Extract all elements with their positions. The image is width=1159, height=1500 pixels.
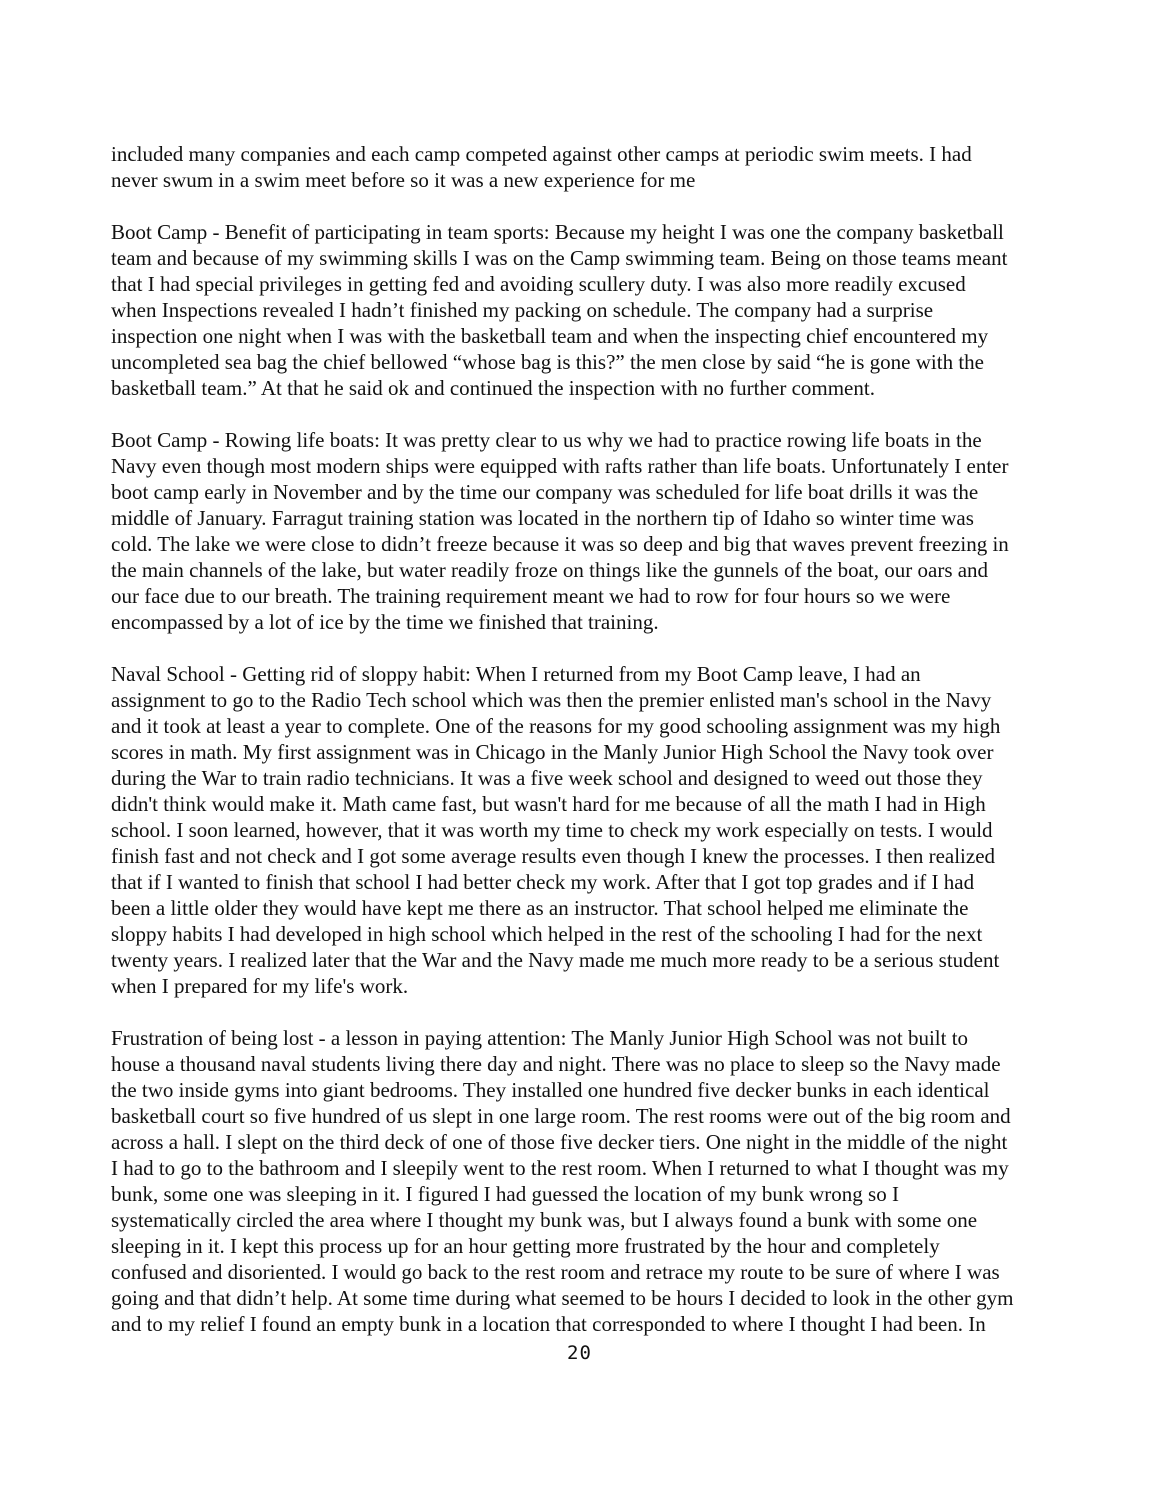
text-line: confused and disoriented. I would go back to the rest room and retrace my route to be sure of where I was [111,1260,1000,1284]
text-line: and to my relief I found an empty bunk in a location that corresponded to where I thought I had been. In [111,1312,986,1336]
text-line: the two inside gyms into giant bedrooms. They installed one hundred five decker bunks in each identical [111,1078,990,1102]
text-line: across a hall. I slept on the third deck of one of those five decker tiers. One night in the middle of the night [111,1130,1008,1154]
text-line: bunk, some one was sleeping in it. I figured I had guessed the location of my bunk wrong so I [111,1182,899,1206]
paragraph-team-sports [111,219,1096,401]
text-line: cold. The lake we were close to didn’t freeze because it was so deep and big that waves prevent freezing in [111,532,1009,556]
text-line: Boot Camp - Benefit of participating in team sports: Because my height I was one the company basketball [111,220,1004,244]
body-text [111,141,1096,1337]
paragraph-swim-meets [111,141,1096,193]
text-line: and it took at least a year to complete. One of the reasons for my good schooling assignment was my high [111,714,1001,738]
paragraph-rowing-life-boats [111,427,1096,635]
text-line: assignment to go to the Radio Tech school which was then the premier enlisted man's school in the Navy [111,688,992,712]
text-line: scores in math. My first assignment was in Chicago in the Manly Junior High School the Navy took over [111,740,994,764]
paragraph-being-lost [111,1025,1096,1337]
text-line: team and because of my swimming skills I was on the Camp swimming team. Being on those teams meant [111,246,1008,270]
text-line: been a little older they would have kept me there as an instructor. That school helped me eliminate the [111,896,969,920]
text-line: that I had special privileges in getting fed and avoiding scullery duty. I was also more readily excused [111,272,966,296]
text-line: basketball court so five hundred of us slept in one large room. The rest rooms were out of the big room and [111,1104,1011,1128]
text-line: sleeping in it. I kept this process up for an hour getting more frustrated by the hour and completely [111,1234,940,1258]
text-line: didn't think would make it. Math came fast, but wasn't hard for me because of all the math I had in High [111,792,986,816]
text-line: uncompleted sea bag the chief bellowed “whose bag is this?” the men close by said “he is gone with the [111,350,984,374]
text-line: I had to go to the bathroom and I sleepily went to the rest room. When I returned to what I thought was my [111,1156,1009,1180]
text-line: during the War to train radio technicians. It was a five week school and designed to weed out those they [111,766,983,790]
text-line: Boot Camp - Rowing life boats: It was pretty clear to us why we had to practice rowing life boats in the [111,428,982,452]
text-line: encompassed by a lot of ice by the time we finished that training. [111,610,659,634]
text-line: that if I wanted to finish that school I had better check my work. After that I got top grades and if I had [111,870,975,894]
text-line: middle of January. Farragut training station was located in the northern tip of Idaho so winter time was [111,506,974,530]
text-line: never swum in a swim meet before so it was a new experience for me [111,168,696,192]
text-line: systematically circled the area where I thought my bunk was, but I always found a bunk with some one [111,1208,978,1232]
text-line: going and that didn’t help. At some time during what seemed to be hours I decided to look in the other gym [111,1286,1014,1310]
text-line: twenty years. I realized later that the War and the Navy made me much more ready to be a serious student [111,948,1000,972]
text-line: included many companies and each camp competed against other camps at periodic swim meets. I had [111,142,972,166]
text-line: sloppy habits I had developed in high school which helped in the rest of the schooling I had for the next [111,922,983,946]
text-line: boot camp early in November and by the time our company was scheduled for life boat drills it was the [111,480,979,504]
text-line: house a thousand naval students living there day and night. There was no place to sleep so the Navy made [111,1052,1001,1076]
text-line: our face due to our breath. The training requirement meant we had to row for four hours so we were [111,584,951,608]
text-line: the main channels of the lake, but water readily froze on things like the gunnels of the boat, our oars and [111,558,989,582]
text-line: Navy even though most modern ships were equipped with rafts rather than life boats. Unfortunately I enter [111,454,1009,478]
paragraph-naval-school [111,661,1096,999]
text-line: when Inspections revealed I hadn’t finished my packing on schedule. The company had a surprise [111,298,934,322]
text-line: finish fast and not check and I got some average results even though I knew the processes. I then realized [111,844,996,868]
text-line: Naval School - Getting rid of sloppy habit: When I returned from my Boot Camp leave, I had an [111,662,921,686]
page-number: 20 [567,1342,592,1364]
text-line: Frustration of being lost - a lesson in paying attention: The Manly Junior High School was not built to [111,1026,969,1050]
text-line: when I prepared for my life's work. [111,974,409,998]
text-line: basketball team.” At that he said ok and continued the inspection with no further comment. [111,376,875,400]
text-line: school. I soon learned, however, that it was worth my time to check my work especially on tests. I would [111,818,993,842]
text-line: inspection one night when I was with the basketball team and when the inspecting chief encountered my [111,324,989,348]
